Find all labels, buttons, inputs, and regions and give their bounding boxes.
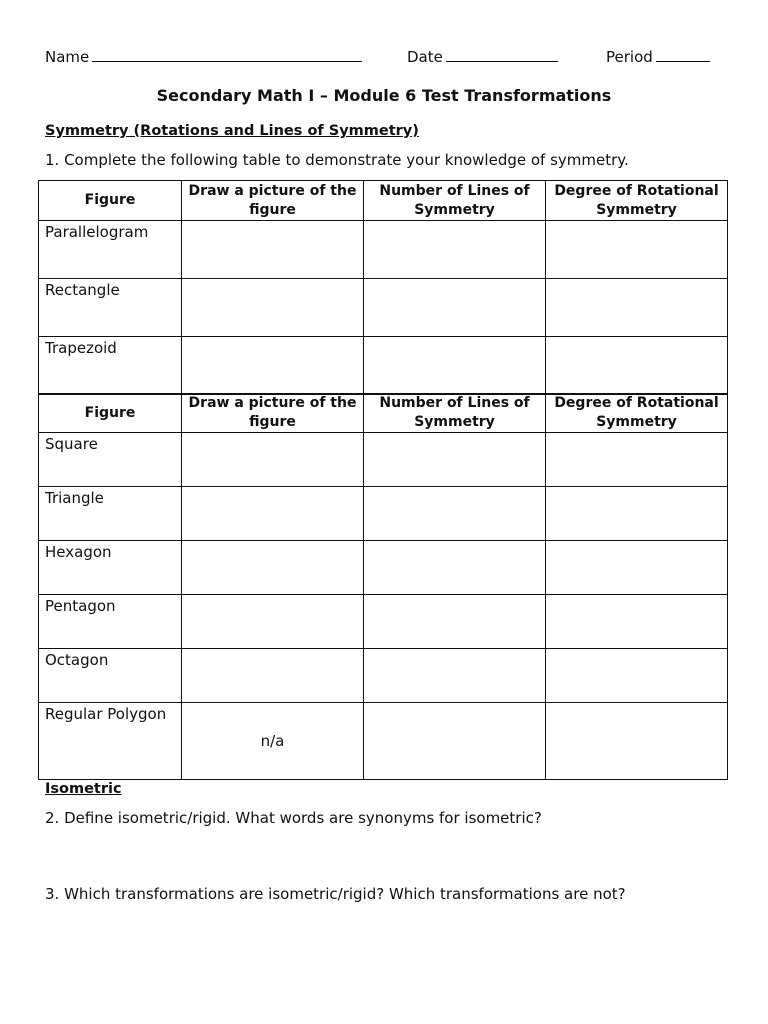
lines-cell[interactable] <box>364 595 546 649</box>
picture-cell[interactable] <box>182 649 364 703</box>
rotation-cell[interactable] <box>546 487 728 541</box>
rotation-cell[interactable] <box>546 595 728 649</box>
figure-trapezoid: Trapezoid <box>39 337 182 395</box>
picture-cell[interactable] <box>182 221 364 279</box>
table-row <box>39 487 728 541</box>
rotation-cell[interactable] <box>546 337 728 395</box>
header-picture: Draw a picture of the figure <box>182 181 364 221</box>
period-label: Period <box>606 48 653 66</box>
period-field[interactable] <box>606 47 710 66</box>
table-row <box>39 595 728 649</box>
header-figure: Figure <box>39 394 182 433</box>
section-heading-symmetry: Symmetry (Rotations and Lines of Symmetry) <box>45 123 419 139</box>
date-field[interactable] <box>407 47 558 66</box>
lines-cell[interactable] <box>364 221 546 279</box>
symmetry-table-part-2 <box>38 393 728 780</box>
question-3: 3. Which transformations are isometric/rigid? Which transformations are not? <box>45 885 626 903</box>
period-blank[interactable] <box>656 47 710 62</box>
picture-cell[interactable] <box>182 595 364 649</box>
figure-rectangle: Rectangle <box>39 279 182 337</box>
figure-parallelogram: Parallelogram <box>39 221 182 279</box>
rotation-cell[interactable] <box>546 703 728 780</box>
table-row <box>39 541 728 595</box>
name-field[interactable] <box>45 47 362 66</box>
section-heading-isometric: Isometric <box>45 781 122 797</box>
date-blank[interactable] <box>446 47 558 62</box>
rotation-cell[interactable] <box>546 649 728 703</box>
rotation-cell[interactable] <box>546 541 728 595</box>
table-row <box>39 703 728 780</box>
picture-cell[interactable] <box>182 433 364 487</box>
table-header-row <box>39 394 728 433</box>
lines-cell[interactable] <box>364 703 546 780</box>
header-figure: Figure <box>39 181 182 221</box>
picture-cell[interactable] <box>182 279 364 337</box>
header-picture: Draw a picture of the figure <box>182 394 364 433</box>
name-blank[interactable] <box>92 47 362 62</box>
figure-hexagon: Hexagon <box>39 541 182 595</box>
rotation-cell[interactable] <box>546 433 728 487</box>
question-2: 2. Define isometric/rigid. What words are synonyms for isometric? <box>45 809 542 827</box>
table-row <box>39 337 728 395</box>
lines-cell[interactable] <box>364 487 546 541</box>
rotation-cell[interactable] <box>546 279 728 337</box>
table-row <box>39 433 728 487</box>
header-lines: Number of Lines of Symmetry <box>364 181 546 221</box>
header-lines: Number of Lines of Symmetry <box>364 394 546 433</box>
picture-cell[interactable] <box>182 337 364 395</box>
figure-octagon: Octagon <box>39 649 182 703</box>
lines-cell[interactable] <box>364 649 546 703</box>
page-title: Secondary Math I – Module 6 Test Transformations <box>156 86 612 105</box>
table-row <box>39 221 728 279</box>
table-header-row <box>39 181 728 221</box>
figure-pentagon: Pentagon <box>39 595 182 649</box>
table-row <box>39 649 728 703</box>
figure-regular-polygon: Regular Polygon <box>39 703 182 780</box>
lines-cell[interactable] <box>364 433 546 487</box>
picture-cell[interactable] <box>182 541 364 595</box>
picture-cell-na: n/a <box>182 703 364 780</box>
name-label: Name <box>45 48 90 66</box>
lines-cell[interactable] <box>364 337 546 395</box>
date-label: Date <box>407 48 443 66</box>
figure-square: Square <box>39 433 182 487</box>
header-rotation: Degree of Rotational Symmetry <box>546 394 728 433</box>
header-rotation: Degree of Rotational Symmetry <box>546 181 728 221</box>
symmetry-table-part-1 <box>38 180 728 395</box>
picture-cell[interactable] <box>182 487 364 541</box>
lines-cell[interactable] <box>364 541 546 595</box>
lines-cell[interactable] <box>364 279 546 337</box>
table-row <box>39 279 728 337</box>
question-1: 1. Complete the following table to demonstrate your knowledge of symmetry. <box>45 151 629 169</box>
rotation-cell[interactable] <box>546 221 728 279</box>
figure-triangle: Triangle <box>39 487 182 541</box>
